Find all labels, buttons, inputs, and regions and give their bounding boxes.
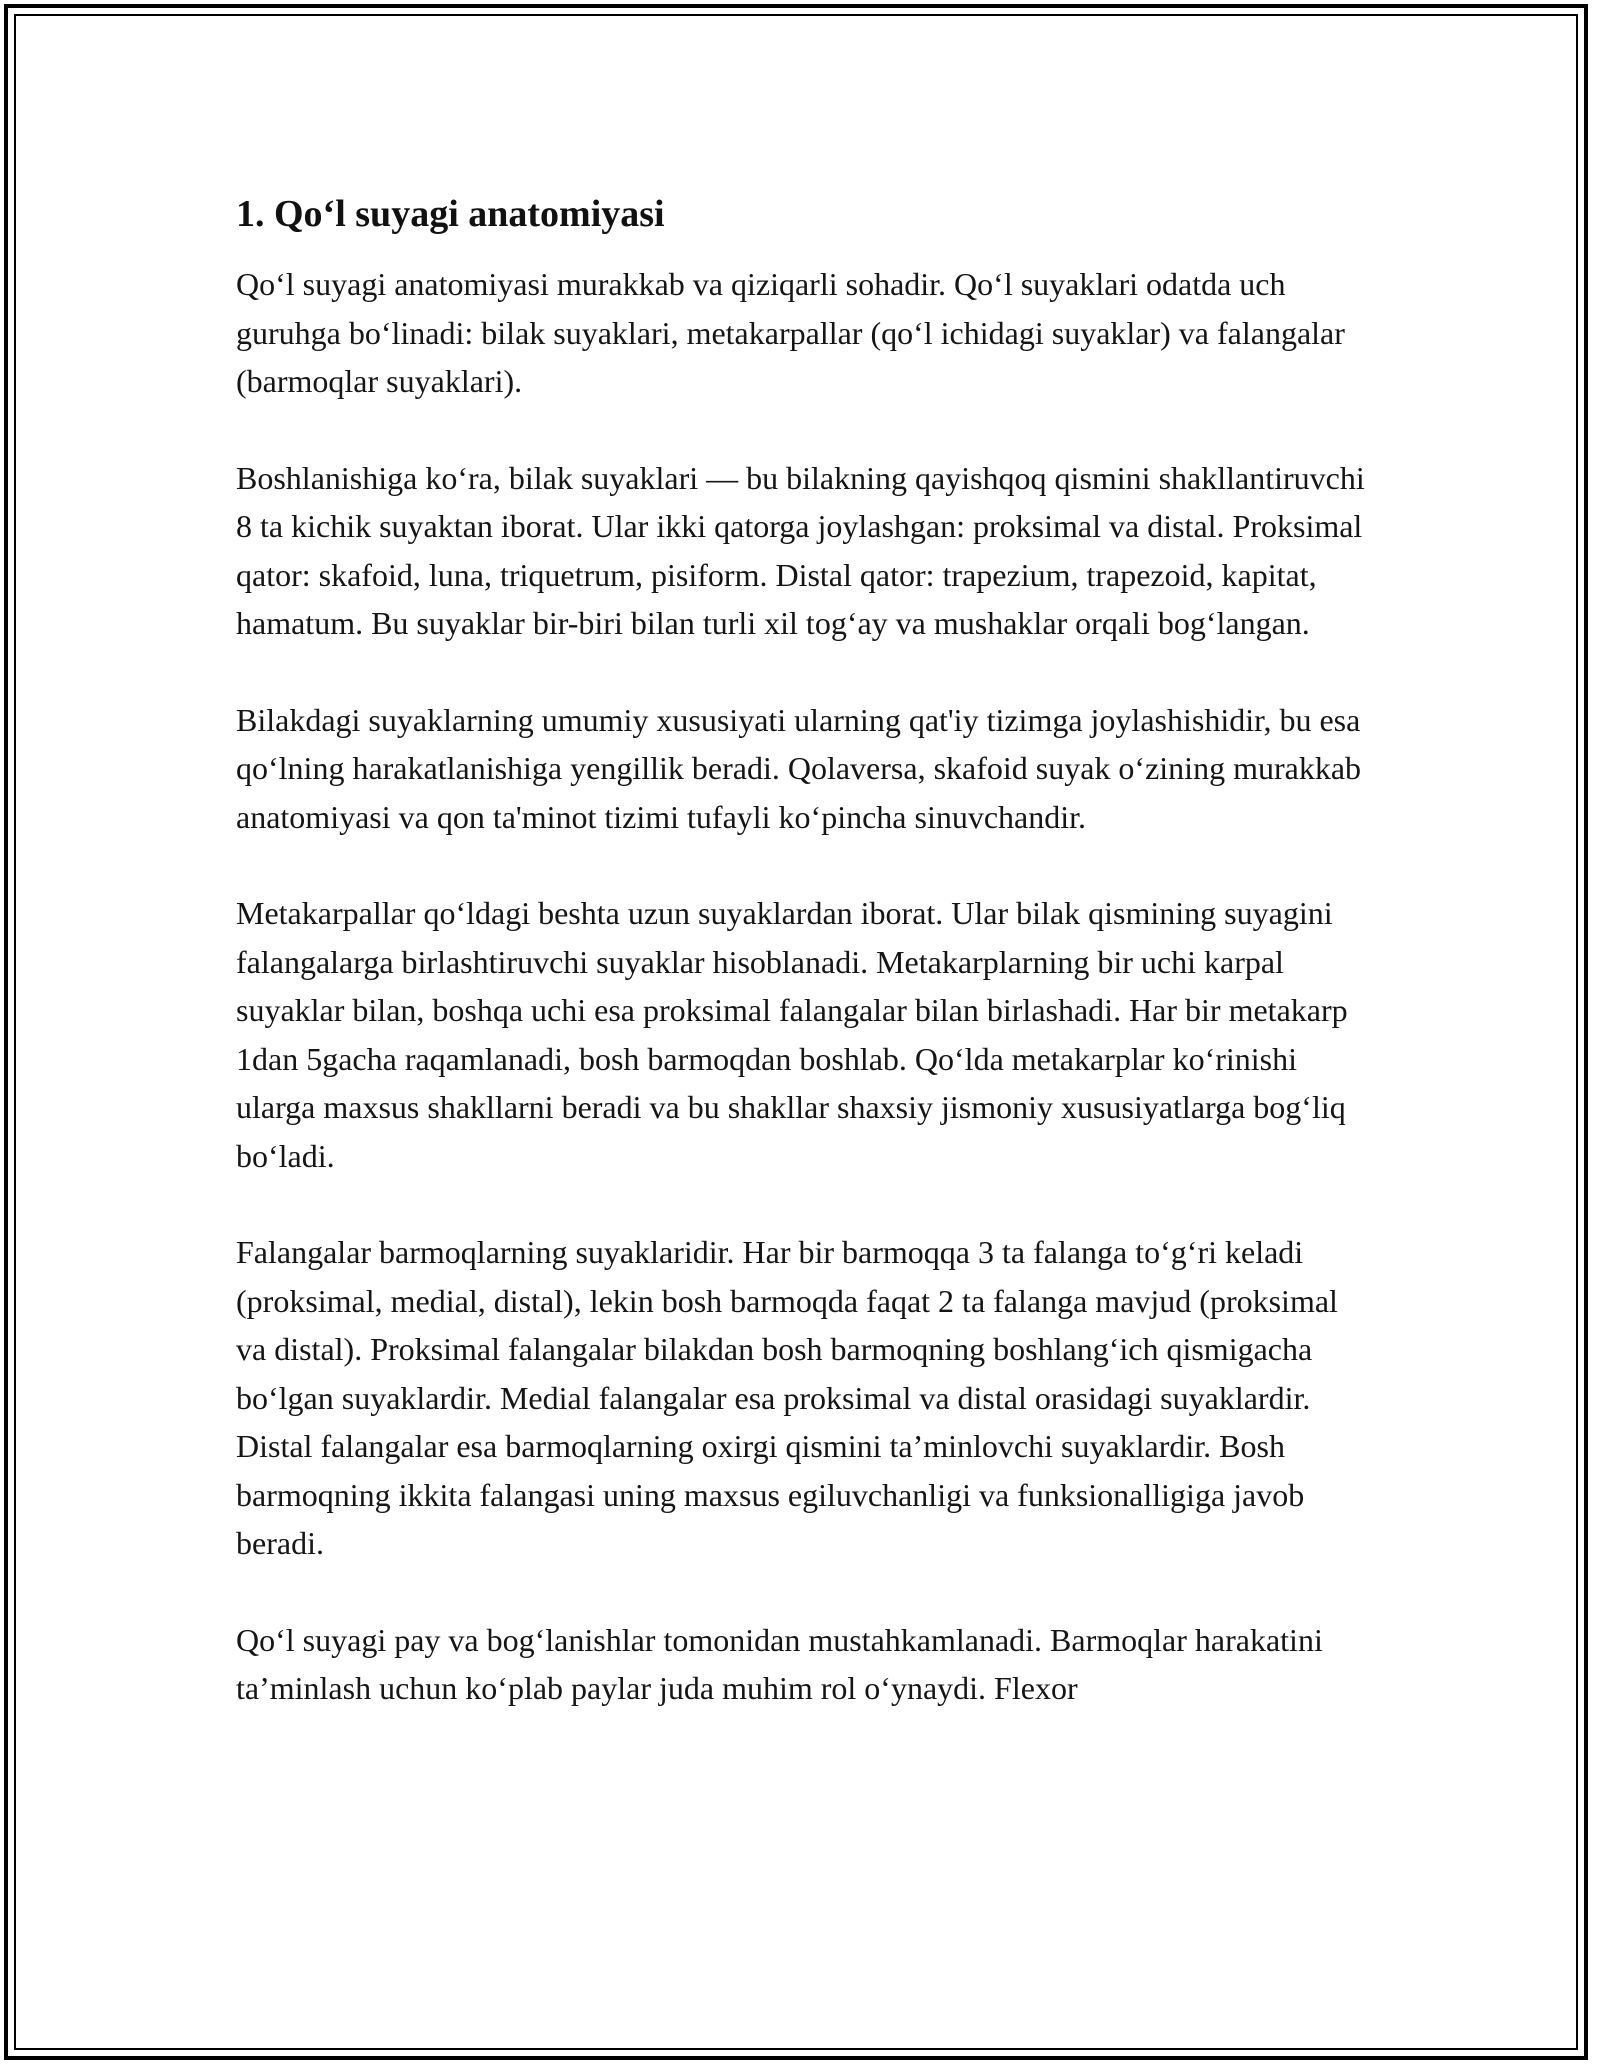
paragraph-2: Boshlanishiga ko‘ra, bilak suyaklari — bu bilakning qayishqoq qismini shakllantiruvchi 8 ta kichik suyaktan iborat. Ular ikki qatorga joylashgan: proksimal va distal. Proksimal qator: skafoid, luna, triquetrum, pisiform. Distal qator: trapezium, trapezoid, kapitat, hamatum. Bu suyaklar bir-biri bilan turli xil tog‘ay va mushaklar orqali bog‘langan. [236,459,1365,641]
paragraph-3: Bilakdagi suyaklarning umumiy xususiyati ularning qat'iy tizimga joylashishidir, bu esa qo‘lning harakatlanishiga yengillik beradi. Qolaversa, skafoid suyak o‘zining murakkab anatomiyasi va qon ta'minot tizimi tufayli ko‘pincha sinuvchandir. [236,701,1362,835]
paragraph-6: Qo‘l suyagi pay va bog‘lanishlar tomonidan mustahkamlanadi. Barmoqlar harakatini ta’minlash uchun ko‘plab paylar juda muhim rol o‘ynaydi. Flexor [236,1621,1323,1706]
paragraph-5: Falangalar barmoqlarning suyaklaridir. Har bir barmoqqa 3 ta falanga to‘g‘ri keladi (proksimal, medial, distal), lekin bosh barmoqda faqat 2 ta falanga mavjud (proksimal va distal). Proksimal falangalar bilakdan bosh barmoqning boshlang‘ich qismigacha bo‘lgan suyaklardir. Medial falangalar esa proksimal va distal orasidagi suyaklardir. Distal falangalar esa barmoqlarning oxirgi qismini ta’minlovchi suyaklardir. Bosh barmoqning ikkita falangasi uning maxsus egiluvchanligi va funksionalligiga javob beradi. [236,1234,1338,1561]
paragraph-4: Metakarpallar qo‘ldagi beshta uzun suyaklardan iborat. Ular bilak qismining suyagini falangalarga birlashtiruvchi suyaklar hisoblanadi. Metakarplarning bir uchi karpal suyaklar bilan, boshqa uchi esa proksimal falangalar bilan birlashadi. Har bir metakarp 1dan 5gacha raqamlanadi, bosh barmoqdan boshlab. Qo‘lda metakarplar ko‘rinishi ularga maxsus shakllarni beradi va bu shakllar shaxsiy jismoniy xususiyatlarga bog‘liq bo‘ladi. [236,895,1348,1174]
document-body [236,188,1376,1713]
section-title: 1. Qo‘l suyagi anatomiyasi [236,193,665,235]
paragraph-1: Qo‘l suyagi anatomiyasi murakkab va qiziqarli sohadir. Qo‘l suyaklari odatda uch guruhga bo‘linadi: bilak suyaklari, metakarpallar (qo‘l ichidagi suyaklar) va falangalar (barmoqlar suyaklari). [236,266,1345,399]
